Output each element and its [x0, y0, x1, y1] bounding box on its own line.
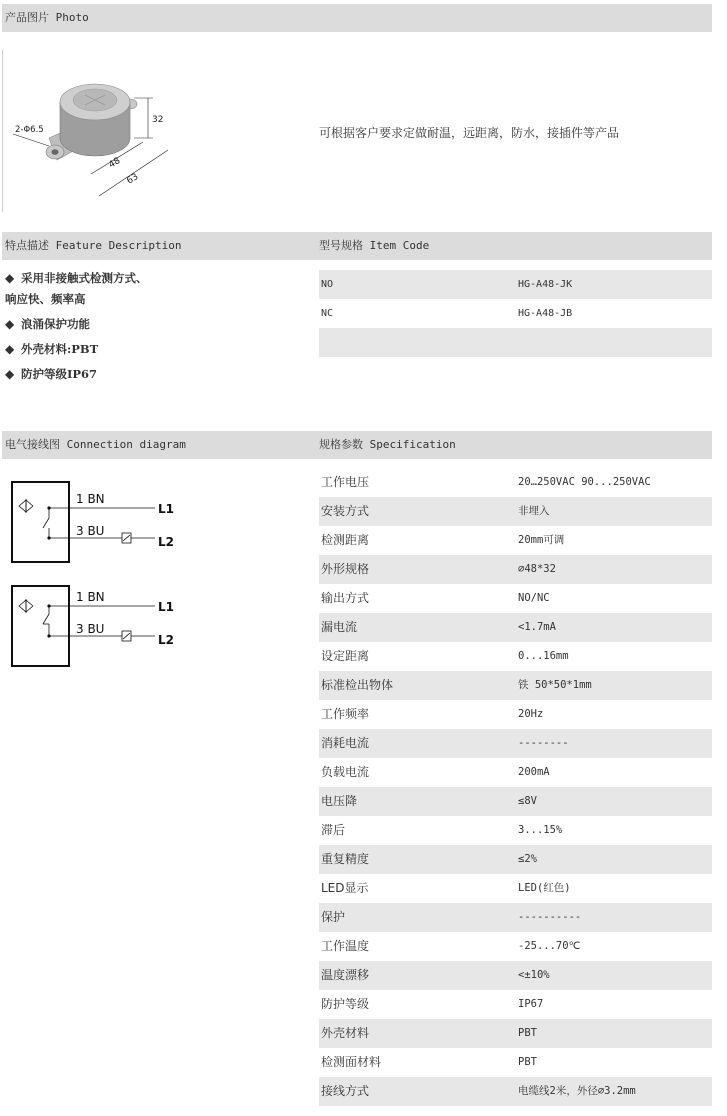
table-row: [319, 1048, 712, 1077]
wire-label: 1 BN: [76, 492, 105, 506]
row-value: 20Hz: [518, 708, 544, 720]
spec-header: 规格参数 Specification: [319, 431, 712, 459]
bullet-icon: ◆: [5, 342, 15, 356]
table-row: [319, 299, 712, 328]
table-row: [319, 700, 712, 729]
row-key: NO: [321, 279, 334, 290]
row-key: 重复精度: [321, 852, 370, 866]
row-key: LED显示: [321, 881, 369, 895]
row-value: 20mm可调: [518, 534, 565, 546]
table-row: [319, 497, 712, 526]
table-row: [319, 1077, 712, 1106]
table-row: [319, 961, 712, 990]
diagram-nc: [12, 586, 174, 666]
table-row: [319, 903, 712, 932]
row-value: 200mA: [518, 766, 550, 778]
row-key: 保护: [321, 910, 346, 924]
terminal-label: L1: [158, 502, 174, 516]
feature-text: 响应快、频率高: [5, 292, 86, 306]
diagram-no: [12, 482, 174, 562]
table-row: [319, 816, 712, 845]
row-value: HG-A48-JK: [518, 279, 573, 290]
sensor-drawing: [3, 50, 203, 212]
wire-label: 1 BN: [76, 590, 105, 604]
row-value: NO/NC: [518, 592, 550, 604]
row-key: 消耗电流: [321, 736, 370, 750]
row-key: 滞后: [321, 823, 346, 837]
bullet-icon: ◆: [5, 271, 15, 285]
row-value: 非埋入: [518, 505, 550, 517]
row-key: 工作电压: [321, 475, 370, 489]
table-row: [319, 874, 712, 903]
terminal-label: L2: [158, 535, 174, 549]
table-row: [319, 270, 712, 299]
dim-height: 32: [152, 115, 164, 125]
table-row: [319, 584, 712, 613]
row-value: PBT: [518, 1056, 537, 1068]
table-row: [319, 671, 712, 700]
bullet-icon: ◆: [5, 317, 15, 331]
photo-header: 产品图片 Photo: [2, 4, 712, 32]
row-key: 负载电流: [321, 765, 370, 779]
table-row: [319, 932, 712, 961]
table-row: [319, 1019, 712, 1048]
connection-header: 电气接线图 Connection diagram: [2, 431, 319, 459]
photo-note: 可根据客户要求定做耐温，远距离，防水，接插件等产品: [319, 126, 620, 140]
table-row: [319, 787, 712, 816]
row-value: --------: [518, 737, 569, 749]
feature-item: [5, 339, 305, 360]
table-row: [319, 468, 712, 497]
dim-total: 63: [125, 171, 141, 187]
table-row: [319, 613, 712, 642]
wire-label: 3 BU: [76, 524, 105, 538]
row-value: ≤8V: [518, 795, 537, 807]
row-value: ----------: [518, 911, 582, 923]
feature-text: 防护等级IP67: [21, 367, 98, 381]
bullet-icon: ◆: [5, 367, 15, 381]
row-value: 电缆线2米，外径∅3.2mm: [518, 1085, 636, 1097]
row-key: 标准检出物体: [321, 678, 394, 692]
row-key: 安装方式: [321, 504, 370, 518]
feature-item: [5, 268, 305, 310]
row-key: 外壳材料: [321, 1026, 370, 1040]
row-key: 漏电流: [321, 620, 358, 634]
row-value: 3...15%: [518, 824, 563, 836]
table-row: [319, 526, 712, 555]
connection-diagram: [10, 480, 210, 676]
terminal-label: L1: [158, 600, 174, 614]
row-value: <±10%: [518, 969, 550, 981]
row-key: 工作温度: [321, 939, 370, 953]
table-row: [319, 845, 712, 874]
row-value: 铁 50*50*1mm: [518, 679, 592, 691]
row-key: 电压降: [321, 794, 358, 808]
row-value: ∅48*32: [518, 563, 556, 575]
row-value: PBT: [518, 1027, 537, 1039]
item-code-header: 型号规格 Item Code: [319, 232, 712, 260]
row-key: 工作频率: [321, 707, 370, 721]
wire-label: 3 BU: [76, 622, 105, 636]
row-key: NC: [321, 308, 334, 319]
row-key: 外形规格: [321, 562, 370, 576]
table-row: [319, 555, 712, 584]
feature-text: 浪涌保护功能: [21, 317, 90, 331]
row-key: 检测距离: [321, 533, 370, 547]
feature-text: 采用非接触式检测方式、: [21, 271, 148, 285]
row-value: HG-A48-JB: [518, 308, 573, 319]
feature-list: [5, 268, 305, 385]
feature-item: [5, 364, 305, 385]
table-row: [319, 990, 712, 1019]
row-key: 设定距离: [321, 649, 370, 663]
feature-header: 特点描述 Feature Description: [2, 232, 319, 260]
row-value: ≤2%: [518, 853, 537, 865]
product-photo: [2, 50, 293, 212]
table-row: [319, 729, 712, 758]
terminal-label: L2: [158, 633, 174, 647]
dim-hole: 2-Φ6.5: [15, 125, 44, 135]
row-key: 防护等级: [321, 997, 370, 1011]
row-value: 0...16mm: [518, 650, 569, 662]
row-value: -25...70℃: [518, 940, 581, 952]
row-value: IP67: [518, 998, 544, 1010]
table-row: [319, 758, 712, 787]
table-row: [319, 328, 712, 357]
row-key: 检测面材料: [321, 1055, 382, 1069]
feature-text: 外壳材料:PBT: [21, 342, 99, 356]
wiring-svg: [10, 480, 210, 672]
dim-body: 48: [107, 155, 123, 171]
row-key: 温度漂移: [321, 968, 370, 982]
feature-item: [5, 314, 305, 335]
row-value: 20…250VAC 90...250VAC: [518, 476, 651, 488]
row-value: <1.7mA: [518, 621, 556, 633]
row-key: 接线方式: [321, 1084, 370, 1098]
row-value: LED(红色): [518, 882, 571, 894]
row-key: 输出方式: [321, 591, 370, 605]
table-row: [319, 642, 712, 671]
